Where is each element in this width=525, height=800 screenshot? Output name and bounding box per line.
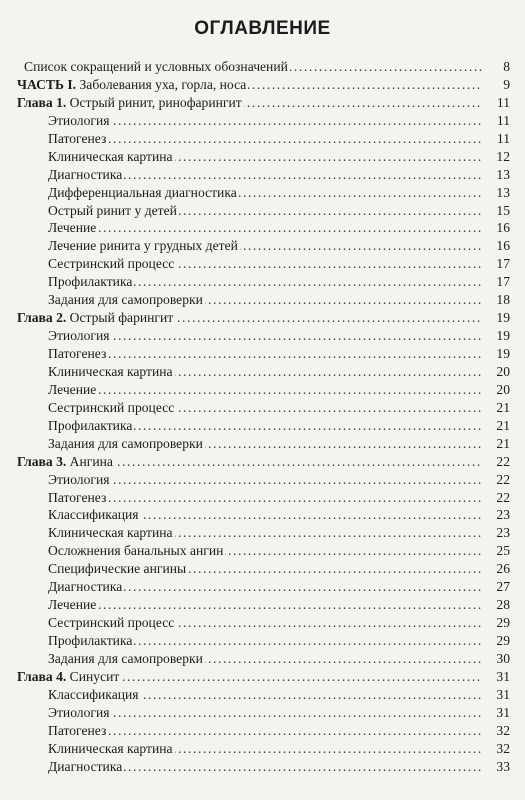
toc-subentry [0,381,525,399]
page-number: 13 [496,184,510,200]
dot-leader [48,130,483,148]
toc-entry-title [17,76,248,94]
page-number: 21 [496,417,510,433]
page-number: 25 [496,543,510,559]
toc-entry-title [48,345,108,363]
page-number: 33 [496,758,510,774]
toc-subentry [0,184,525,202]
page-number: 19 [496,328,510,344]
page-number: 22 [496,489,510,505]
page-number: 19 [496,310,510,326]
entry-text: Профилактика [48,417,133,433]
toc-entry-title [48,255,176,273]
toc-entry-title [48,399,176,417]
toc-entry [0,58,525,76]
dot-leader [48,327,483,345]
page-number: 11 [496,112,510,128]
entry-text: Профилактика [48,633,133,648]
dot-leader [48,112,483,130]
toc-subentry [0,686,525,704]
toc-entry-title [48,363,175,381]
page-number: 21 [496,435,510,451]
entry-text: Классификация [48,507,139,523]
entry-text: Сестринский процесс [48,399,175,415]
toc-subentry [0,542,525,560]
page-number: 27 [496,579,510,595]
entry-text: Диагностика [48,758,123,774]
page-number: 11 [496,130,510,146]
page-number: 16 [496,220,510,236]
entry-text: Этиология [48,704,110,720]
toc-subentry [0,255,525,273]
toc-entry-title [48,560,188,578]
toc-entry-title [48,471,112,489]
toc-subentry [0,632,525,650]
entry-text: Клиническая картина [48,525,173,541]
toc-entry-title [48,417,134,435]
toc-subentry [0,435,525,453]
entry-text: Острый ринит, ринофарингит [66,94,242,110]
entry-text: Ангина [66,453,113,469]
entry-text: Патогенез [48,489,107,505]
toc-subentry [0,722,525,740]
toc-entry-title [48,112,112,130]
entry-text: Профилактика [48,274,133,290]
page-number: 21 [496,399,510,415]
toc-subentry [0,237,525,255]
dot-leader [48,345,483,363]
entry-text: Заболевания уха, горла, носа [76,76,247,92]
toc-subentry [0,291,525,309]
page-title: ОГЛАВЛЕНИЕ [194,18,331,39]
entry-text: Патогенез [48,130,107,146]
toc-subentry [0,399,525,417]
page-number: 17 [496,274,510,290]
toc-subentry [0,345,525,363]
entry-text: Клиническая картина [48,148,173,164]
toc-subentry [0,650,525,668]
toc-subentry [0,506,525,524]
chapter-label: Глава 1. [17,94,67,110]
toc-entry-title [48,740,175,758]
entry-text: Этиология [48,112,110,128]
page-number: 31 [496,668,510,684]
toc-entry-title [48,650,205,668]
entry-text: Список сокращений и условных обозначений [24,59,288,74]
toc-subentry [0,417,525,435]
page-number: 20 [496,381,510,397]
page-number: 19 [496,346,510,361]
table-of-contents [0,58,525,776]
entry-text: Острый фарингит [66,310,174,326]
toc-entry-title [17,309,175,327]
toc-subentry [0,489,525,507]
entry-text: Патогенез [48,722,107,738]
dot-leader [48,471,483,489]
page-number: 18 [496,292,510,308]
page-number: 26 [496,561,510,577]
entry-text: Задания для самопроверки [48,650,203,666]
page-number: 30 [496,650,510,666]
dot-leader [48,381,483,399]
toc-entry-title [48,632,134,650]
toc-subentry [0,758,525,776]
toc-subentry [0,704,525,722]
page-number: 11 [496,94,510,110]
entry-text: Синусит [66,668,120,684]
toc-subentry [0,740,525,758]
toc-entry [0,309,525,327]
chapter-label: Глава 3. [17,453,67,469]
toc-subentry [0,202,525,220]
page-number: 23 [496,507,510,523]
entry-text: Клиническая картина [48,363,173,379]
toc-subentry [0,219,525,237]
toc-entry-title [48,524,175,542]
page-number: 29 [496,633,510,648]
toc-entry-title [48,327,112,345]
toc-entry-title [48,578,124,596]
toc-subentry [0,524,525,542]
toc-entry-title [17,94,244,112]
toc-entry-title [48,166,124,184]
toc-entry-title [48,273,134,291]
page-number: 8 [503,59,510,74]
entry-text: Сестринский процесс [48,256,175,272]
toc-entry-title [17,668,121,686]
chapter-label: Глава 4. [17,668,67,684]
entry-text: Лечение [48,220,97,236]
toc-subentry [0,471,525,489]
toc-entry [0,668,525,686]
dot-leader [48,489,483,507]
page-number: 23 [496,525,510,541]
chapter-label: Глава 2. [17,310,67,326]
toc-subentry [0,327,525,345]
entry-text: Диагностика [48,166,123,182]
dot-leader [48,704,483,722]
toc-entry [0,453,525,471]
page-number: 32 [496,740,510,756]
toc-entry [0,76,525,94]
entry-text: Этиология [48,471,110,487]
toc-entry-title [48,237,240,255]
page-number: 17 [496,256,510,272]
toc-entry-title [48,219,98,237]
toc-entry-title [48,184,239,202]
toc-entry-title [48,722,108,740]
page-number: 15 [496,202,510,218]
page-number: 16 [496,238,510,254]
entry-text: Лечение [48,381,97,397]
toc-entry-title [24,58,290,76]
dot-leader [48,596,483,614]
page-number: 13 [496,166,510,182]
toc-entry-title [48,381,98,399]
toc-entry-title [48,489,108,507]
toc-subentry [0,578,525,596]
page-number: 31 [496,686,510,702]
toc-subentry [0,560,525,578]
entry-text: Сестринский процесс [48,615,175,631]
toc-subentry [0,130,525,148]
toc-subentry [0,363,525,381]
page-number: 31 [496,704,510,720]
toc-subentry [0,166,525,184]
toc-subentry [0,273,525,291]
entry-text: Задания для самопроверки [48,435,203,451]
toc-subentry [0,614,525,632]
entry-text: Этиология [48,328,110,344]
page-number: 22 [496,471,510,487]
entry-text: Задания для самопроверки [48,292,203,308]
page-number: 9 [503,76,510,92]
entry-text: Дифференциальная диагностика [48,184,237,200]
toc-subentry [0,112,525,130]
page-number: 29 [496,615,510,631]
toc-entry-title [48,291,205,309]
toc-entry-title [48,758,124,776]
toc-entry-title [48,704,112,722]
toc-entry-title [48,130,108,148]
toc-entry-title [48,686,141,704]
page-number: 12 [496,148,510,164]
toc-entry-title [48,435,205,453]
toc-subentry [0,596,525,614]
toc-entry-title [48,202,179,220]
toc-entry-title [48,614,176,632]
toc-entry-title [48,506,141,524]
dot-leader [48,722,483,740]
toc-entry [0,94,525,112]
entry-text: Клиническая картина [48,740,173,756]
toc-entry-title [48,596,98,614]
entry-text: Лечение [48,597,97,613]
chapter-label: ЧАСТЬ I. [17,76,77,92]
toc-subentry [0,148,525,166]
page-number: 20 [496,363,510,379]
page-number: 28 [496,597,510,613]
entry-text: Острый ринит у детей [48,202,177,218]
entry-text: Лечение ринита у грудных детей [48,238,238,254]
toc-entry-title [17,453,115,471]
entry-text: Осложнения банальных ангин [48,543,224,559]
page-number: 32 [496,722,510,738]
toc-entry-title [48,542,225,560]
entry-text: Специфические ангины [48,561,187,577]
toc-entry-title [48,148,175,166]
entry-text: Классификация [48,686,139,702]
page-number: 22 [496,453,510,469]
entry-text: Диагностика [48,579,123,595]
entry-text: Патогенез [48,346,107,361]
dot-leader [48,219,483,237]
